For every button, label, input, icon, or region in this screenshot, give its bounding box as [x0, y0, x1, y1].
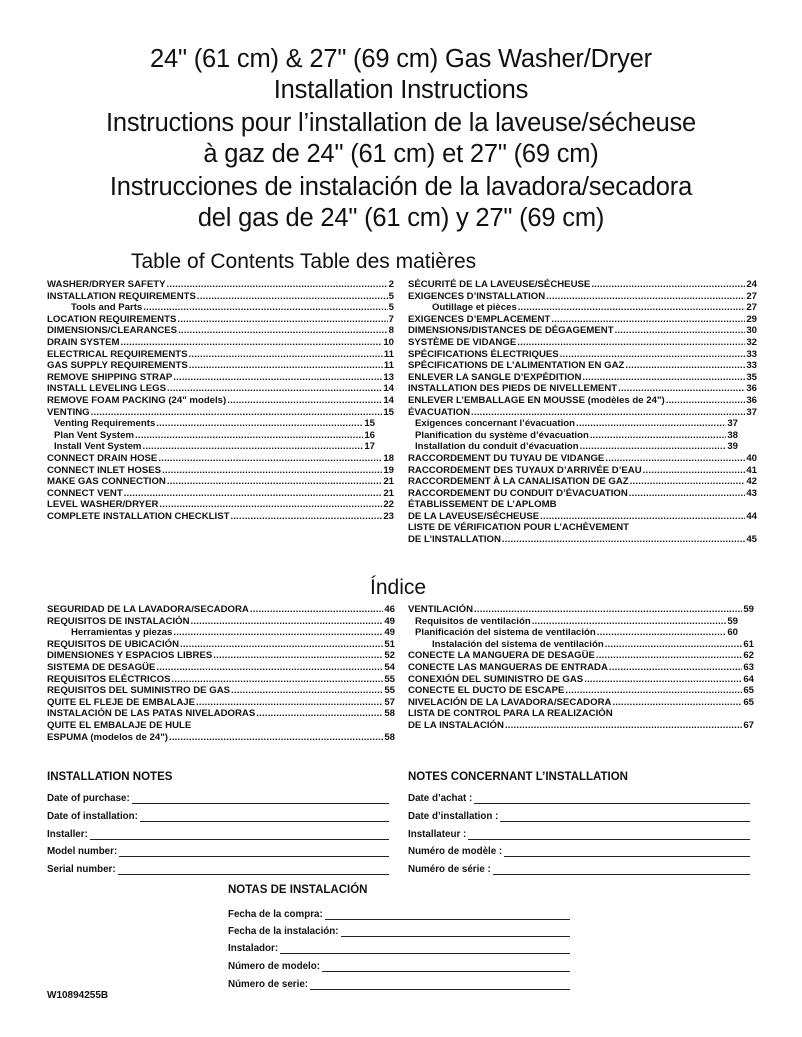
installateur-field[interactable]: Installateur :: [408, 826, 750, 840]
toc-entry[interactable]: SPÉCIFICATIONS ÉLECTRIQUES ..... 33: [408, 349, 757, 361]
serial-number-field[interactable]: Serial number:: [47, 861, 389, 875]
toc-entry[interactable]: VENTING ..... 15: [47, 407, 394, 419]
toc-entry[interactable]: Planificación del sistema de ventilación ..... 60: [408, 627, 738, 639]
instalador-field[interactable]: Instalador:: [228, 940, 570, 954]
toc-entry[interactable]: Tools and Parts ..... 5: [47, 302, 394, 314]
toc-entry[interactable]: RACCORDEMENT DU TUYAU DE VIDANGE ..... 40: [408, 453, 757, 465]
date-achat-field[interactable]: Date d’achat :: [408, 790, 750, 804]
toc-entry[interactable]: CONECTE LA MANGUERA DE DESAGÜE ..... 62: [408, 650, 754, 662]
toc-entry[interactable]: Install Vent System ..... 17: [47, 441, 375, 453]
toc-entry[interactable]: REMOVE SHIPPING STRAP ..... 13: [47, 372, 394, 384]
toc-entry[interactable]: CONECTE LAS MANGUERAS DE ENTRADA ..... 63: [408, 662, 754, 674]
toc-entry[interactable]: LEVEL WASHER/DRYER ..... 22: [47, 499, 394, 511]
toc-entry[interactable]: COMPLETE INSTALLATION CHECKLIST ..... 23: [47, 511, 394, 523]
toc-entry[interactable]: SPÉCIFICATIONS DE L’ALIMENTATION EN GAZ ..... 33: [408, 360, 757, 372]
toc-entry[interactable]: Instalación del sistema de ventilación ..... 61: [408, 639, 754, 651]
toc-spanish-left: [47, 604, 395, 743]
toc-entry[interactable]: INSTALL LEVELING LEGS ..... 14: [47, 383, 394, 395]
toc-spanish-right: [408, 604, 754, 732]
toc-entry[interactable]: INSTALLATION DES PIEDS DE NIVELLEMENT ..... 36: [408, 383, 757, 395]
toc-entry[interactable]: REMOVE FOAM PACKING (24" models) ..... 14: [47, 395, 394, 407]
fecha-compra-field[interactable]: Fecha de la compra:: [228, 906, 570, 920]
toc-entry[interactable]: REQUISITOS DE INSTALACIÓN ..... 49: [47, 616, 395, 628]
toc-entry[interactable]: LOCATION REQUIREMENTS ..... 7: [47, 314, 394, 326]
date-installation-fr-field[interactable]: Date d’installation :: [408, 808, 750, 822]
toc-entry[interactable]: CONEXIÓN DEL SUMINISTRO DE GAS ..... 64: [408, 674, 754, 686]
toc-entry[interactable]: DE LA LAVEUSE/SÉCHEUSE ..... 44: [408, 511, 757, 523]
toc-entry[interactable]: DRAIN SYSTEM ..... 10: [47, 337, 394, 349]
toc-entry[interactable]: ENLEVER LA SANGLE D’EXPÉDITION ..... 35: [408, 372, 757, 384]
toc-entry[interactable]: SEGURIDAD DE LA LAVADORA/SECADORA ..... 46: [47, 604, 395, 616]
toc-entry[interactable]: ENLEVER L’EMBALLAGE EN MOUSSE (modèles de 24") ..... 36: [408, 395, 757, 407]
date-of-installation-field[interactable]: Date of installation:: [47, 808, 389, 822]
toc-entry[interactable]: GAS SUPPLY REQUIREMENTS ..... 11: [47, 360, 394, 372]
toc-entry[interactable]: LISTA DE CONTROL PARA LA REALIZACIÓN: [408, 708, 613, 720]
toc-entry[interactable]: DIMENSIONES Y ESPACIOS LIBRES ..... 52: [47, 650, 395, 662]
numero-serie-es-field[interactable]: Número de serie:: [228, 976, 570, 990]
toc-entry[interactable]: MAKE GAS CONNECTION ..... 21: [47, 476, 394, 488]
toc-entry[interactable]: ELECTRICAL REQUIREMENTS ..... 11: [47, 349, 394, 361]
toc-entry[interactable]: QUITE EL EMBALAJE DE HULE: [47, 719, 192, 731]
toc-entry[interactable]: DIMENSIONS/CLEARANCES ..... 8: [47, 325, 394, 337]
toc-heading: Table of Contents Table des matières: [131, 250, 477, 273]
date-of-purchase-field[interactable]: Date of purchase:: [47, 790, 389, 804]
toc-entry[interactable]: CONECTE EL DUCTO DE ESCAPE ..... 65: [408, 685, 754, 697]
numero-modelo-field[interactable]: Número de modelo:: [228, 958, 570, 972]
toc-entry[interactable]: REQUISITOS DE UBICACIÓN ..... 51: [47, 639, 395, 651]
toc-entry[interactable]: RACCORDEMENT DU CONDUIT D’ÉVACUATION ..... 43: [408, 488, 757, 500]
toc-english: [47, 279, 394, 522]
installer-field[interactable]: Installer:: [47, 826, 389, 840]
numero-serie-field[interactable]: Numéro de série :: [408, 861, 750, 875]
toc-entry[interactable]: ÉVACUATION ..... 37: [408, 407, 757, 419]
toc-entry[interactable]: SYSTÈME DE VIDANGE ..... 32: [408, 337, 757, 349]
toc-entry[interactable]: INSTALACIÓN DE LAS PATAS NIVELADORAS ..... 58: [47, 708, 395, 720]
toc-entry[interactable]: INSTALLATION REQUIREMENTS ..... 5: [47, 291, 394, 303]
model-number-field[interactable]: Model number:: [47, 843, 389, 857]
title-fr-line2: à gaz de 24" (61 cm) et 27" (69 cm): [203, 140, 599, 168]
installation-notes-title: INSTALLATION NOTES: [47, 771, 173, 783]
toc-entry[interactable]: SISTEMA DE DESAGÜE ..... 54: [47, 662, 395, 674]
toc-entry[interactable]: VENTILACIÓN ..... 59: [408, 604, 754, 616]
title-es-line2: del gas de 24" (61 cm) y 27" (69 cm): [197, 204, 605, 232]
toc-entry[interactable]: LISTE DE VÉRIFICATION POUR L’ACHÈVEMENT: [408, 522, 630, 534]
toc-entry[interactable]: Outillage et pièces ..... 27: [408, 302, 757, 314]
toc-entry[interactable]: EXIGENCES D’INSTALLATION ..... 27: [408, 291, 757, 303]
title-en-line1: 24" (61 cm) & 27" (69 cm) Gas Washer/Dryer: [150, 45, 652, 73]
document-title: [0, 44, 802, 234]
toc-entry[interactable]: DE LA INSTALACIÓN ..... 67: [408, 720, 754, 732]
toc-entry[interactable]: DE L’INSTALLATION ..... 45: [408, 534, 757, 546]
notes-french-title: NOTES CONCERNANT L’INSTALLATION: [408, 771, 628, 783]
title-fr-line1: Instructions pour l’installation de la laveuse/sécheuse: [105, 109, 697, 137]
toc-entry[interactable]: WASHER/DRYER SAFETY ..... 2: [47, 279, 394, 291]
toc-entry[interactable]: QUITE EL FLEJE DE EMBALAJE ..... 57: [47, 697, 395, 709]
toc-entry[interactable]: ÉTABLISSEMENT DE L’APLOMB: [408, 499, 557, 511]
toc-entry[interactable]: Planification du système d’évacuation ..... 38: [408, 430, 738, 442]
document-code: W10894255B: [47, 990, 109, 1001]
toc-entry[interactable]: RACCORDEMENT DES TUYAUX D’ARRIVÉE D’EAU ..... 41: [408, 465, 757, 477]
toc-entry[interactable]: CONNECT VENT ..... 21: [47, 488, 394, 500]
toc-entry[interactable]: Requisitos de ventilación ..... 59: [408, 616, 738, 628]
toc-entry[interactable]: Venting Requirements ..... 15: [47, 418, 375, 430]
toc-entry[interactable]: NIVELACIÓN DE LA LAVADORA/SECADORA ..... 65: [408, 697, 754, 709]
toc-entry[interactable]: ESPUMA (modelos de 24") ..... 58: [47, 732, 395, 744]
toc-entry[interactable]: DIMENSIONS/DISTANCES DE DÉGAGEMENT ..... 30: [408, 325, 757, 337]
toc-entry[interactable]: Plan Vent System ..... 16: [47, 430, 375, 442]
toc-entry[interactable]: EXIGENCES D’EMPLACEMENT ..... 29: [408, 314, 757, 326]
toc-entry[interactable]: SÉCURITÉ DE LA LAVEUSE/SÉCHEUSE ..... 24: [408, 279, 757, 291]
toc-entry[interactable]: REQUISITOS ELÉCTRICOS ..... 55: [47, 674, 395, 686]
fecha-instalacion-field[interactable]: Fecha de la instalación:: [228, 923, 570, 937]
toc-entry[interactable]: Exigences concernant l’évacuation ..... 37: [408, 418, 738, 430]
toc-french: [408, 279, 757, 546]
toc-entry[interactable]: Installation du conduit d’évacuation ..... 39: [408, 441, 738, 453]
toc-entry[interactable]: Herramientas y piezas ..... 49: [47, 627, 395, 639]
toc-entry[interactable]: RACCORDEMENT À LA CANALISATION DE GAZ ..... 42: [408, 476, 757, 488]
notas-instalacion-title: NOTAS DE INSTALACIÓN: [228, 884, 368, 896]
indice-heading: Índice: [370, 576, 427, 599]
title-es-line1: Instrucciones de instalación de la lavadora/secadora: [109, 173, 693, 201]
title-en-line2: Installation Instructions: [273, 76, 529, 104]
toc-entry[interactable]: CONNECT DRAIN HOSE ..... 18: [47, 453, 394, 465]
toc-entry[interactable]: CONNECT INLET HOSES ..... 19: [47, 465, 394, 477]
toc-entry[interactable]: REQUISITOS DEL SUMINISTRO DE GAS ..... 55: [47, 685, 395, 697]
numero-modele-field[interactable]: Numéro de modèle :: [408, 843, 750, 857]
